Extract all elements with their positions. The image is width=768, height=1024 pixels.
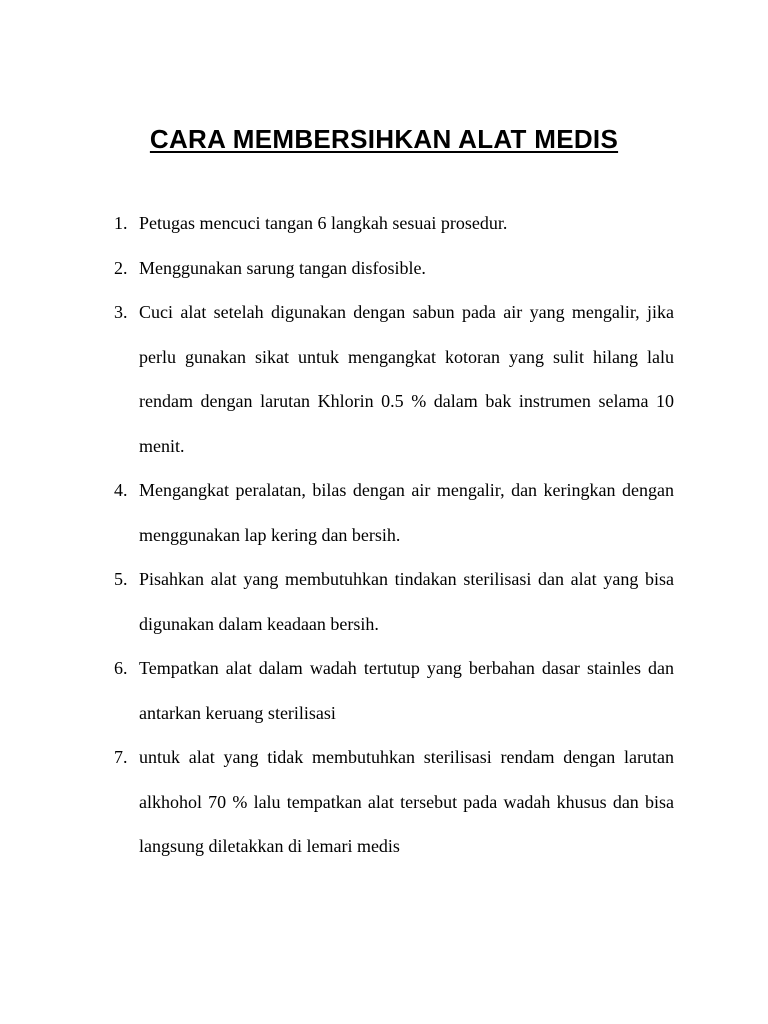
step-number: 2.	[114, 257, 128, 278]
step-item-3	[114, 290, 674, 468]
step-item-7	[114, 735, 674, 869]
step-item-4	[114, 468, 674, 557]
step-text: Petugas mencuci tangan 6 langkah sesuai prosedur.	[139, 213, 508, 233]
step-number: 4.	[114, 480, 128, 500]
step-text: Menggunakan sarung tangan disfosible.	[139, 257, 426, 278]
step-text: Cuci alat setelah digunakan dengan sabun pada air yang mengalir, jika perlu gunakan sikat untuk mengangkat kotoran yang sulit hilang lalu rendam dengan larutan Khlorin 0.5 % dalam bak instrumen selama 10 menit.	[139, 302, 674, 456]
step-text: Mengangkat peralatan, bilas dengan air mengalir, dan keringkan dengan menggunakan lap kering dan bersih.	[139, 480, 674, 545]
step-item-1	[114, 201, 674, 246]
procedure-steps-list	[114, 201, 674, 869]
step-text: untuk alat yang tidak membutuhkan sterilisasi rendam dengan larutan alkhohol 70 % lalu tempatkan alat tersebut pada wadah khusus dan bisa langsung diletakkan di lemari medis	[139, 747, 674, 856]
step-number: 6.	[114, 658, 128, 678]
step-number: 5.	[114, 569, 128, 589]
step-text: Pisahkan alat yang membutuhkan tindakan sterilisasi dan alat yang bisa digunakan dalam keadaan bersih.	[139, 569, 674, 634]
step-item-5	[114, 557, 674, 646]
step-text: Tempatkan alat dalam wadah tertutup yang berbahan dasar stainles dan antarkan keruang sterilisasi	[139, 658, 674, 723]
step-number: 7.	[114, 747, 128, 767]
step-item-6	[114, 646, 674, 735]
document-title: CARA MEMBERSIHKAN ALAT MEDIS	[149, 124, 619, 154]
step-number: 1.	[114, 213, 128, 233]
step-number: 3.	[114, 302, 128, 322]
step-item-2	[114, 246, 674, 291]
